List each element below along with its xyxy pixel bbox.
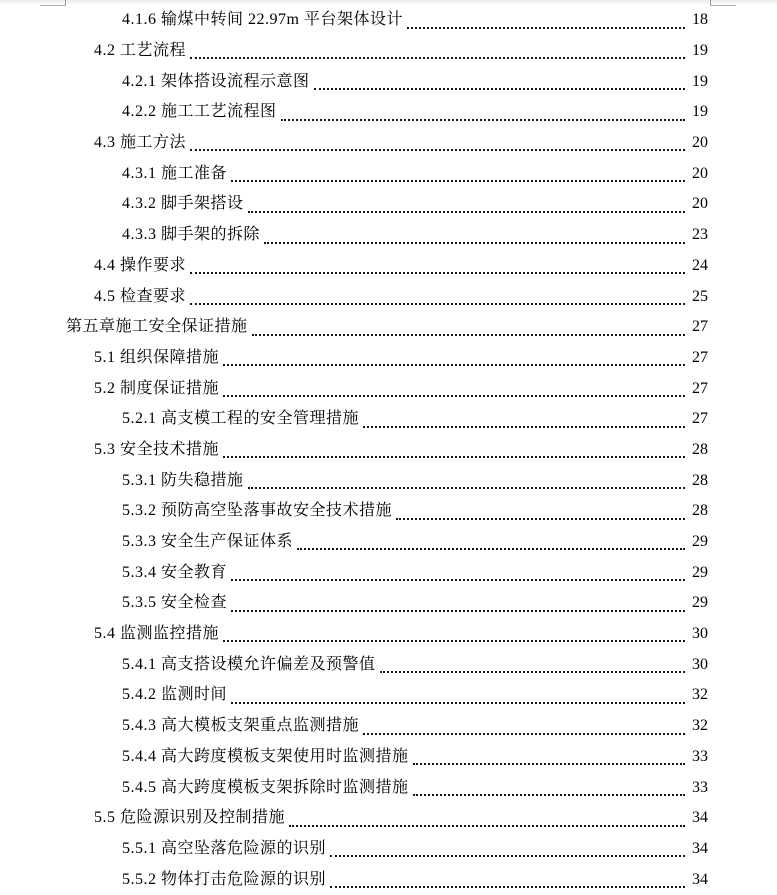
dot-leader: [407, 27, 685, 29]
dot-leader: [223, 456, 685, 458]
dot-leader: [231, 610, 685, 612]
dot-leader: [380, 671, 685, 673]
dot-leader: [190, 272, 685, 274]
toc-entry-row[interactable]: [0, 864, 777, 895]
toc-entry-row[interactable]: [0, 404, 777, 435]
dot-leader: [264, 242, 685, 244]
toc-entry-label[interactable]: 5.4.3 高大模板支架重点监测措施: [122, 717, 360, 735]
toc-entry-label[interactable]: 4.1.6 输煤中转间 22.97m 平台架体设计: [122, 11, 403, 29]
toc-entry-row[interactable]: [0, 649, 777, 680]
dot-leader: [231, 702, 685, 704]
toc-entry-label[interactable]: 5.3.4 安全教育: [122, 563, 228, 581]
toc-entry-row[interactable]: [0, 189, 777, 220]
toc-page-number[interactable]: 28: [692, 471, 708, 489]
toc-page-number[interactable]: 24: [692, 256, 708, 274]
dot-leader: [252, 334, 685, 336]
toc-page-number[interactable]: 32: [692, 717, 708, 735]
dot-leader: [248, 487, 685, 489]
dot-leader: [363, 733, 685, 735]
toc-page-number[interactable]: 20: [692, 164, 708, 182]
toc-entry-label[interactable]: 5.3.3 安全生产保证体系: [122, 533, 294, 551]
toc-page-number[interactable]: 30: [692, 625, 708, 643]
toc-entry-label[interactable]: 5.4.2 监测时间: [122, 686, 228, 704]
toc-entry-row[interactable]: [0, 742, 777, 773]
dot-leader: [231, 180, 685, 182]
dot-leader: [223, 640, 685, 642]
toc-entry-label[interactable]: 4.3 施工方法: [94, 134, 187, 152]
toc-entry-label[interactable]: 4.3.2 脚手架搭设: [122, 195, 244, 213]
toc-entry-row[interactable]: [0, 834, 777, 865]
toc-entry-row[interactable]: [0, 36, 777, 67]
toc-entry-row[interactable]: [0, 496, 777, 527]
toc-entry-label[interactable]: 4.5 检查要求: [94, 287, 187, 305]
toc-page-number[interactable]: 32: [692, 686, 708, 704]
dot-leader: [223, 364, 685, 366]
toc-entry-label[interactable]: 5.5.2 物体打击危险源的识别: [122, 870, 327, 888]
dot-leader: [413, 763, 685, 765]
toc-page-number[interactable]: 20: [692, 195, 708, 213]
toc-page-number[interactable]: 27: [692, 410, 708, 428]
toc-entry-row[interactable]: [0, 619, 777, 650]
dot-leader: [314, 88, 685, 90]
toc-entry-row[interactable]: [0, 680, 777, 711]
toc-entry-row[interactable]: [0, 343, 777, 374]
toc-entry-label[interactable]: 5.3.2 预防高空坠落事故安全技术措施: [122, 502, 393, 520]
toc-page-number[interactable]: 33: [692, 778, 708, 796]
toc-entry-label[interactable]: 5.3.5 安全检查: [122, 594, 228, 612]
toc-entry-label[interactable]: 5.3 安全技术措施: [94, 440, 220, 458]
toc-page-number[interactable]: 23: [692, 226, 708, 244]
toc-page-number[interactable]: 19: [692, 42, 708, 60]
toc-entry-row[interactable]: [0, 557, 777, 588]
toc-entry-row[interactable]: [0, 312, 777, 343]
toc-entry-label[interactable]: 5.4.4 高大跨度模板支架使用时监测措施: [122, 747, 409, 765]
toc-entry-label[interactable]: 4.4 操作要求: [94, 256, 187, 274]
toc-entry-row[interactable]: [0, 527, 777, 558]
toc-page-number[interactable]: 34: [692, 870, 708, 888]
dot-leader: [231, 579, 685, 581]
dot-leader: [248, 211, 685, 213]
toc-entry-label[interactable]: 5.5 危险源识别及控制措施: [94, 809, 286, 827]
toc-entry-row[interactable]: [0, 66, 777, 97]
toc-entry-row[interactable]: [0, 803, 777, 834]
toc-entry-label[interactable]: 4.2.1 架体搭设流程示意图: [122, 72, 310, 90]
dot-leader: [281, 119, 685, 121]
toc-entry-label[interactable]: 5.4.5 高大跨度模板支架拆除时监测措施: [122, 778, 409, 796]
toc-entry-label[interactable]: 4.3.3 脚手架的拆除: [122, 226, 261, 244]
dot-leader: [330, 855, 685, 857]
toc-entry-label[interactable]: 5.1 组织保障措施: [94, 348, 220, 366]
toc-entry-row[interactable]: [0, 251, 777, 282]
toc-entry-row[interactable]: [0, 772, 777, 803]
toc-page-number[interactable]: 29: [692, 563, 708, 581]
toc-page-number[interactable]: 27: [692, 379, 708, 397]
dot-leader: [396, 518, 685, 520]
toc: [0, 5, 777, 895]
toc-page-number[interactable]: 29: [692, 533, 708, 551]
toc-entry-label[interactable]: 5.4.1 高支搭设模允许偏差及预警值: [122, 655, 376, 673]
dot-leader: [363, 426, 685, 428]
toc-page-number[interactable]: 27: [692, 348, 708, 366]
toc-entry-label[interactable]: 4.2.2 施工工艺流程图: [122, 103, 277, 121]
toc-page-number[interactable]: 19: [692, 72, 708, 90]
toc-entry-label[interactable]: 5.3.1 防失稳措施: [122, 471, 244, 489]
toc-entry-row[interactable]: [0, 128, 777, 159]
toc-entry-row[interactable]: [0, 435, 777, 466]
toc-page-number[interactable]: 30: [692, 655, 708, 673]
toc-entry-row[interactable]: [0, 97, 777, 128]
dot-leader: [330, 886, 685, 888]
toc-page-number[interactable]: 29: [692, 594, 708, 612]
toc-entry-row[interactable]: [0, 5, 777, 36]
toc-page-number[interactable]: 18: [692, 11, 708, 29]
toc-page-number[interactable]: 28: [692, 502, 708, 520]
toc-page-number[interactable]: 25: [692, 287, 708, 305]
dot-leader: [289, 825, 685, 827]
toc-entry-label[interactable]: 5.5.1 高空坠落危险源的识别: [122, 839, 327, 857]
dot-leader: [190, 57, 685, 59]
toc-page-number[interactable]: 28: [692, 440, 708, 458]
toc-entry-label[interactable]: 5.2.1 高支模工程的安全管理措施: [122, 410, 360, 428]
dot-leader: [223, 395, 685, 397]
toc-entry-label[interactable]: 4.2 工艺流程: [94, 42, 187, 60]
toc-entry-row[interactable]: [0, 373, 777, 404]
toc-entry-label[interactable]: 第五章施工安全保证措施: [66, 318, 248, 336]
toc-page-number[interactable]: 20: [692, 134, 708, 152]
toc-entry-row[interactable]: [0, 711, 777, 742]
toc-entry-row[interactable]: [0, 465, 777, 496]
toc-entry-row[interactable]: [0, 158, 777, 189]
dot-leader: [413, 794, 685, 796]
toc-entry-label[interactable]: 5.4 监测监控措施: [94, 625, 220, 643]
toc-page-number[interactable]: 19: [692, 103, 708, 121]
dot-leader: [297, 548, 685, 550]
dot-leader: [190, 149, 685, 151]
toc-entry-row[interactable]: [0, 220, 777, 251]
toc-page-number[interactable]: 34: [692, 839, 708, 857]
toc-page-number[interactable]: 33: [692, 747, 708, 765]
toc-entry-row[interactable]: [0, 281, 777, 312]
toc-entry-label[interactable]: 5.2 制度保证措施: [94, 379, 220, 397]
toc-page-number[interactable]: 34: [692, 809, 708, 827]
toc-page-number[interactable]: 27: [692, 318, 708, 336]
toc-entry-row[interactable]: [0, 588, 777, 619]
dot-leader: [190, 303, 685, 305]
toc-entry-label[interactable]: 4.3.1 施工准备: [122, 164, 228, 182]
